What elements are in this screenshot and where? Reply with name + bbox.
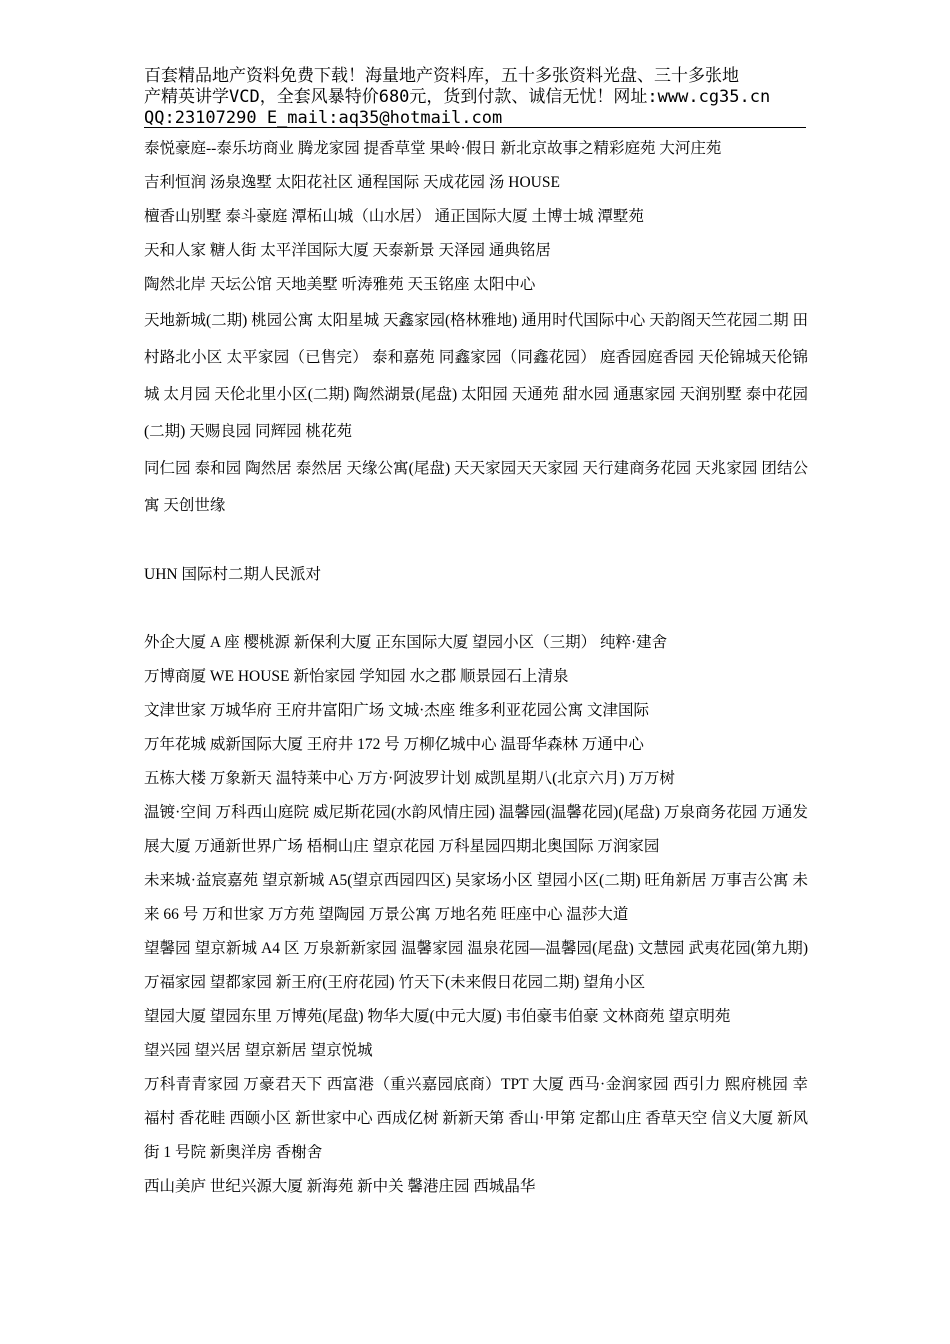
- project-list-paragraph: 望馨园 望京新城 A4 区 万泉新新家园 温馨家园 温泉花园—温馨园(尾盘) 文慧园 武夷花园(第九期) 万福家园 望都家园 新王府(王府花园) 竹天下(未来假日花园二期) 望角小区: [144, 940, 808, 991]
- paragraph-spacer: [144, 524, 808, 558]
- project-list-paragraph: 万年花城 威新国际大厦 王府井 172 号 万柳亿城中心 温哥华森林 万通中心: [144, 736, 644, 753]
- project-list-paragraph: 外企大厦 A 座 樱桃源 新保利大厦 正东国际大厦 望园小区（三期） 纯粹·建舍: [144, 634, 668, 651]
- project-list-paragraph: 吉利恒润 汤泉逸墅 太阳花社区 通程国际 天成花园 汤 HOUSE: [144, 174, 560, 191]
- paragraph-spacer: [144, 592, 808, 626]
- project-list-paragraph: 天和人家 糖人街 太平洋国际大厦 天泰新景 天泽园 通典铭居: [144, 242, 551, 259]
- project-list-paragraph: 西山美庐 世纪兴源大厦 新海苑 新中关 馨港庄园 西城晶华: [144, 1178, 536, 1195]
- project-list-paragraph: 未来城·益宸嘉苑 望京新城 A5(望京西园四区) 吴家场小区 望园小区(二期) 旺角新居 万事吉公寓 未来 66 号 万和世家 万方苑 望陶园 万景公寓 万地名苑 旺座中心 温莎大道: [144, 872, 808, 923]
- project-list-paragraph: 万科青青家园 万豪君天下 西富港（重兴嘉园底商）TPT 大厦 西马·金润家园 西引力 熙府桃园 幸福村 香花畦 西颐小区 新世家中心 西成亿树 新新天第 香山·甲第 定都山庄 香草天空 信义大厦 新风街 1 号院 新奥洋房 香榭舍: [144, 1076, 808, 1161]
- project-list-paragraph: 同仁园 泰和园 陶然居 泰然居 天缘公寓(尾盘) 天天家园天天家园 天行建商务花园 天兆家园 团结公寓 天创世缘: [144, 460, 808, 514]
- project-list-paragraph: 望园大厦 望园东里 万博苑(尾盘) 物华大厦(中元大厦) 韦伯豪韦伯豪 文林商苑 望京明苑: [144, 1008, 731, 1025]
- project-list-paragraph: 望兴园 望兴居 望京新居 望京悦城: [144, 1042, 373, 1059]
- header-line-website: 产精英讲学VCD，全套风暴特价680元，货到付款、诚信无忧！网址:www.cg35.cn: [144, 87, 771, 107]
- document-body: [144, 128, 808, 1204]
- project-list-paragraph: 万博商厦 WE HOUSE 新怡家园 学知园 水之郡 顺景园石上清泉: [144, 668, 569, 685]
- header-line-ad: 百套精品地产资料免费下载！海量地产资料库，五十多张资料光盘、三十多张地: [144, 66, 739, 86]
- header-line-contact: QQ:23107290 E_mail:aq35@hotmail.com: [144, 108, 503, 128]
- project-list-paragraph: 陶然北岸 天坛公馆 天地美墅 听涛雅苑 天玉铭座 太阳中心: [144, 276, 536, 293]
- project-list-paragraph: 天地新城(二期) 桃园公寓 太阳星城 天鑫家园(格林雅地) 通用时代国际中心 天韵阁天竺花园二期 田村路北小区 太平家园（已售完） 泰和嘉苑 同鑫家园（同鑫花园） 庭香园庭香园 天伦锦城天伦锦城 太月园 天伦北里小区(二期) 陶然湖景(尾盘) 太阳园 天通苑 甜水园 通惠家园 天润别墅 泰中花园(二期) 天赐良园 同辉园 桃花苑: [144, 312, 808, 440]
- project-list-paragraph: 五栋大楼 万象新天 温特莱中心 万方·阿波罗计划 威凯星期八(北京六月) 万万树: [144, 770, 675, 787]
- project-list-paragraph: UHN 国际村二期人民派对: [144, 566, 321, 583]
- project-list-paragraph: 泰悦豪庭--泰乐坊商业 腾龙家园 提香草堂 果岭·假日 新北京故事之精彩庭苑 大河庄苑: [144, 140, 722, 157]
- project-list-paragraph: 温镀·空间 万科西山庭院 威尼斯花园(水韵风情庄园) 温馨园(温馨花园)(尾盘) 万泉商务花园 万通发展大厦 万通新世界广场 梧桐山庄 望京花园 万科星园四期北奥国际 万润家园: [144, 804, 808, 855]
- project-list-paragraph: 檀香山别墅 泰斗豪庭 潭柘山城（山水居） 通正国际大厦 土博士城 潭墅苑: [144, 208, 644, 225]
- page-header: [144, 66, 806, 129]
- project-list-paragraph: 文津世家 万城华府 王府井富阳广场 文城·杰座 维多利亚花园公寓 文津国际: [144, 702, 650, 719]
